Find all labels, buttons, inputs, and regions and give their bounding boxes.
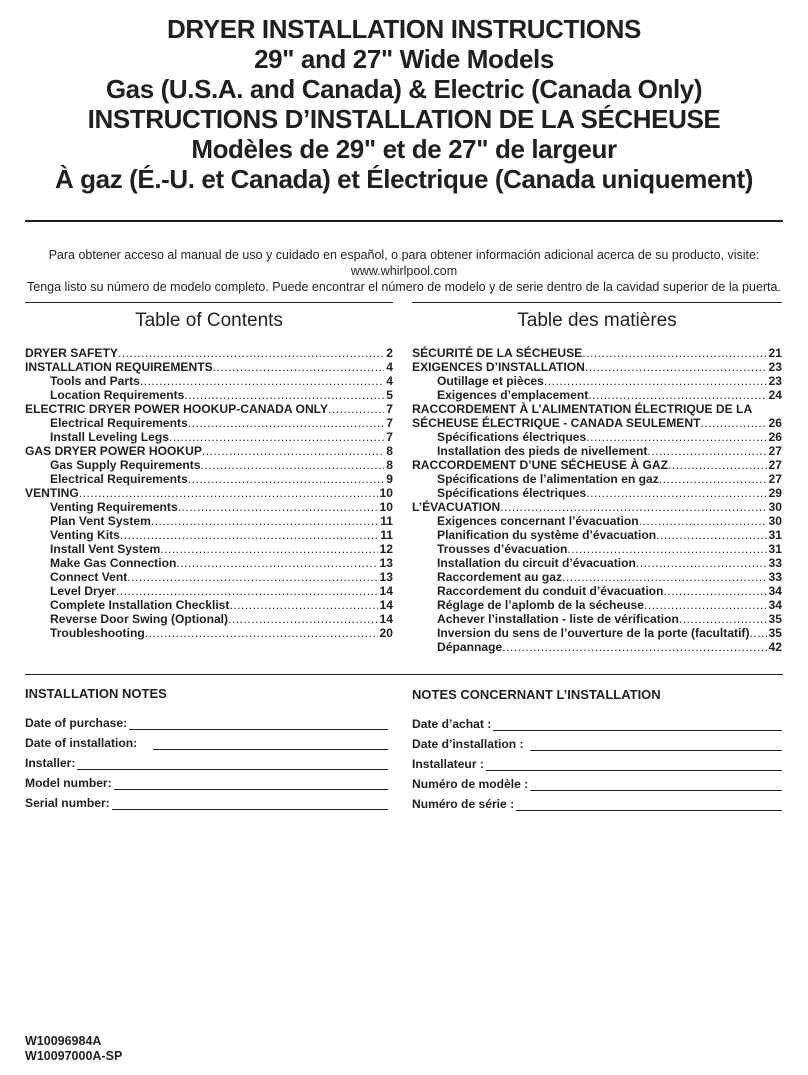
toc-entry-page: 14 bbox=[379, 584, 393, 598]
toc-entry-label: Raccordement au gaz bbox=[437, 570, 563, 584]
date-achat-field[interactable] bbox=[412, 711, 782, 731]
toc-entry-page: 10 bbox=[379, 500, 393, 514]
toc-entry-page: 8 bbox=[386, 458, 393, 472]
toc-entry-label: SÉCURITÉ DE LA SÉCHEUSE bbox=[412, 346, 583, 360]
toc-entry[interactable] bbox=[25, 444, 393, 458]
toc-entry-page: 4 bbox=[386, 374, 393, 388]
toc-entry-page: 29 bbox=[768, 486, 782, 500]
leader-dots bbox=[668, 458, 767, 472]
leader-dots bbox=[140, 374, 384, 388]
toc-entry-page: 8 bbox=[386, 444, 393, 458]
blank-line[interactable] bbox=[530, 778, 782, 791]
leader-dots bbox=[201, 458, 385, 472]
divider bbox=[412, 302, 782, 303]
leader-dots bbox=[151, 514, 378, 528]
leader-dots bbox=[79, 486, 378, 500]
toc-entry-page: 31 bbox=[768, 528, 782, 542]
toc-entry[interactable] bbox=[25, 430, 393, 444]
toc-entry[interactable] bbox=[25, 570, 393, 584]
blank-line[interactable] bbox=[77, 757, 388, 770]
toc-entry[interactable] bbox=[25, 584, 393, 598]
toc-entry-page: 23 bbox=[768, 374, 782, 388]
toc-entry-page: 14 bbox=[379, 598, 393, 612]
title-line: Gas (U.S.A. and Canada) & Electric (Canada Only) bbox=[105, 74, 703, 104]
toc-entry[interactable] bbox=[25, 416, 393, 430]
toc-entry-label: Planification du système d’évacuation bbox=[437, 528, 657, 542]
notes-fr-heading: NOTES CONCERNANT L’INSTALLATION bbox=[412, 687, 661, 702]
toc-entry-label: Trousses d’évacuation bbox=[437, 542, 568, 556]
toc-entry[interactable] bbox=[412, 388, 782, 402]
leader-dots bbox=[188, 472, 384, 486]
field-label: Date d’achat : bbox=[412, 717, 492, 731]
toc-entry-page: 5 bbox=[386, 388, 393, 402]
leader-dots bbox=[213, 360, 385, 374]
date-of-purchase-field[interactable] bbox=[25, 710, 388, 730]
leader-dots bbox=[644, 598, 767, 612]
toc-entry-page: 35 bbox=[768, 626, 782, 640]
toc-entry-label: DRYER SAFETY bbox=[25, 346, 118, 360]
leader-dots bbox=[567, 542, 766, 556]
field-label: Installer: bbox=[25, 756, 76, 770]
title-line: DRYER INSTALLATION INSTRUCTIONS bbox=[167, 14, 641, 44]
toc-entry-page: 11 bbox=[380, 528, 393, 542]
leader-dots bbox=[145, 626, 378, 640]
toc-entry[interactable] bbox=[412, 402, 782, 416]
toc-entry-label: Troubleshooting bbox=[50, 626, 145, 640]
leader-dots bbox=[588, 388, 766, 402]
toc-entry[interactable] bbox=[25, 486, 393, 500]
leader-dots bbox=[679, 612, 767, 626]
field-label: Serial number: bbox=[25, 796, 110, 810]
leader-dots bbox=[118, 346, 384, 360]
leader-dots bbox=[116, 584, 378, 598]
toc-entry-label: Connect Vent bbox=[50, 570, 128, 584]
toc-entry-page: 42 bbox=[768, 640, 782, 654]
field-label: Numéro de série : bbox=[412, 797, 515, 811]
toc-entry-page: 35 bbox=[768, 612, 782, 626]
numero-serie-field[interactable] bbox=[412, 791, 782, 811]
toc-entry-page: 12 bbox=[379, 542, 393, 556]
toc-entry[interactable] bbox=[412, 416, 782, 430]
blank-line[interactable] bbox=[486, 758, 782, 771]
toc-entry-page: 20 bbox=[379, 626, 393, 640]
toc-entry[interactable] bbox=[412, 612, 782, 626]
title-line: INSTRUCTIONS D’INSTALLATION DE LA SÉCHEUSE bbox=[87, 104, 721, 134]
toc-entry-label: Location Requirements bbox=[50, 388, 185, 402]
toc-entry[interactable] bbox=[25, 458, 393, 472]
part-number: W10096984A bbox=[25, 1034, 102, 1048]
toc-entry[interactable] bbox=[412, 584, 782, 598]
leader-dots bbox=[127, 570, 377, 584]
toc-entry[interactable] bbox=[25, 472, 393, 486]
toc-entry[interactable] bbox=[25, 542, 393, 556]
title-divider bbox=[25, 220, 783, 222]
leader-dots bbox=[229, 598, 377, 612]
toc-entry-page: 26 bbox=[768, 416, 782, 430]
toc-entry-page: 23 bbox=[768, 360, 782, 374]
field-label: Date of installation: bbox=[25, 736, 138, 750]
leader-dots bbox=[120, 528, 378, 542]
toc-en-heading: Table of Contents bbox=[135, 310, 283, 331]
title-line: À gaz (É.-U. et Canada) et Électrique (Canada uniquement) bbox=[54, 164, 754, 194]
toc-entry[interactable] bbox=[412, 626, 782, 640]
leader-dots bbox=[585, 360, 767, 374]
part-numbers bbox=[25, 1034, 122, 1064]
toc-entry[interactable] bbox=[412, 598, 782, 612]
toc-en-header bbox=[25, 302, 393, 333]
leader-dots bbox=[586, 486, 766, 500]
toc-entry[interactable] bbox=[412, 528, 782, 542]
toc-entry-page: 33 bbox=[768, 570, 782, 584]
toc-entry[interactable] bbox=[25, 346, 393, 360]
toc-entry[interactable] bbox=[25, 500, 393, 514]
model-number-field[interactable] bbox=[25, 770, 388, 790]
toc-entry-page: 13 bbox=[379, 556, 393, 570]
toc-entry-label: Réglage de l’aplomb de la sécheuse bbox=[437, 598, 645, 612]
toc-entry-page: 11 bbox=[380, 514, 393, 528]
blank-line[interactable] bbox=[516, 798, 782, 811]
leader-dots bbox=[228, 612, 377, 626]
toc-entry[interactable] bbox=[25, 528, 393, 542]
toc-entry[interactable] bbox=[412, 346, 782, 360]
blank-line[interactable] bbox=[114, 777, 388, 790]
leader-dots bbox=[647, 444, 766, 458]
toc-entry[interactable] bbox=[412, 472, 782, 486]
toc-entry-label: Dépannage bbox=[437, 640, 503, 654]
toc-entry-label: Reverse Door Swing (Optional) bbox=[50, 612, 229, 626]
toc-fr-header bbox=[412, 302, 782, 333]
leader-dots bbox=[169, 430, 384, 444]
toc-entry-page: 30 bbox=[768, 500, 782, 514]
toc-entry-page: 33 bbox=[768, 556, 782, 570]
toc-entry-label: Installation des pieds de nivellement bbox=[437, 444, 648, 458]
notice-line: Tenga listo su número de modelo completo. Puede encontrar el número de modelo y de serie dentro de la cavidad superior de la puerta. bbox=[27, 280, 781, 294]
leader-dots bbox=[636, 556, 767, 570]
title-line: Modèles de 29" et de 27" de largeur bbox=[191, 134, 617, 164]
leader-dots bbox=[663, 584, 766, 598]
toc-entry-label: Exigences d’emplacement bbox=[437, 388, 589, 402]
website-link[interactable]: www.whirlpool.com bbox=[350, 264, 458, 278]
field-label: Date d’installation : bbox=[412, 737, 524, 751]
installateur-field[interactable] bbox=[412, 751, 782, 771]
leader-dots bbox=[202, 444, 384, 458]
toc-entry[interactable] bbox=[412, 374, 782, 388]
toc-entry-label: Spécifications électriques bbox=[437, 430, 587, 444]
toc-entry-page: 27 bbox=[768, 458, 782, 472]
toc-entry-page: 34 bbox=[768, 584, 782, 598]
toc-entry[interactable] bbox=[412, 360, 782, 374]
blank-line[interactable] bbox=[153, 737, 388, 750]
toc-entry[interactable] bbox=[25, 612, 393, 626]
toc-entry-label: Spécifications électriques bbox=[437, 486, 587, 500]
toc-entry-label: ELECTRIC DRYER POWER HOOKUP-CANADA ONLY bbox=[25, 402, 329, 416]
leader-dots bbox=[544, 374, 767, 388]
toc-entry-page: 7 bbox=[386, 430, 393, 444]
toc-entry-page: 14 bbox=[379, 612, 393, 626]
leader-dots bbox=[328, 402, 384, 416]
toc-entry[interactable] bbox=[25, 388, 393, 402]
toc-entry[interactable] bbox=[412, 486, 782, 500]
toc-entry-label: Electrical Requirements bbox=[50, 472, 188, 486]
toc-entry[interactable] bbox=[412, 556, 782, 570]
leader-dots bbox=[582, 346, 766, 360]
toc-entry[interactable] bbox=[25, 598, 393, 612]
toc-entry-page: 9 bbox=[386, 472, 393, 486]
toc-entry-label: Gas Supply Requirements bbox=[50, 458, 201, 472]
leader-dots bbox=[749, 626, 766, 640]
date-of-installation-field[interactable] bbox=[25, 730, 388, 750]
toc-entry[interactable] bbox=[412, 458, 782, 472]
leader-dots bbox=[639, 514, 767, 528]
toc-fr bbox=[412, 346, 782, 654]
toc-entry-label: Level Dryer bbox=[50, 584, 116, 598]
spanish-notice bbox=[25, 247, 783, 295]
installation-notes-en bbox=[25, 686, 388, 810]
toc-entry[interactable] bbox=[25, 514, 393, 528]
serial-number-field[interactable] bbox=[25, 790, 388, 810]
toc-entry-label: Raccordement du conduit d’évacuation bbox=[437, 584, 664, 598]
toc-entry[interactable] bbox=[412, 430, 782, 444]
blank-line[interactable] bbox=[493, 718, 782, 731]
blank-line[interactable] bbox=[129, 717, 388, 730]
toc-entry-label: SÉCHEUSE ÉLECTRIQUE - CANADA SEULEMENT bbox=[412, 416, 701, 430]
toc-entry-page: 26 bbox=[768, 430, 782, 444]
toc-entry[interactable] bbox=[25, 556, 393, 570]
toc-entry-label: Spécifications de l’alimentation en gaz bbox=[437, 472, 659, 486]
toc-entry-label: VENTING bbox=[25, 486, 79, 500]
toc-entry-label: Installation du circuit d’évacuation bbox=[437, 556, 636, 570]
toc-entry[interactable] bbox=[412, 640, 782, 654]
numero-modele-field[interactable] bbox=[412, 771, 782, 791]
toc-entry[interactable] bbox=[25, 402, 393, 416]
part-number: W10097000A-SP bbox=[25, 1049, 123, 1063]
toc-entry[interactable] bbox=[25, 626, 393, 640]
leader-dots bbox=[178, 500, 378, 514]
toc-entry-page: 21 bbox=[768, 346, 782, 360]
notes-en-heading: INSTALLATION NOTES bbox=[25, 686, 167, 701]
toc-entry-label: EXIGENCES D’INSTALLATION bbox=[412, 360, 585, 374]
toc-entry-label: Electrical Requirements bbox=[50, 416, 188, 430]
field-label: Date of purchase: bbox=[25, 716, 128, 730]
toc-entry-page: 24 bbox=[768, 388, 782, 402]
toc-entry-page: 2 bbox=[386, 346, 393, 360]
toc-entry[interactable] bbox=[412, 542, 782, 556]
leader-dots bbox=[700, 416, 766, 430]
toc-entry-page: 34 bbox=[768, 598, 782, 612]
toc-entry[interactable] bbox=[412, 514, 782, 528]
field-label: Numéro de modèle : bbox=[412, 777, 529, 791]
toc-entry[interactable] bbox=[412, 570, 782, 584]
leader-dots bbox=[176, 556, 377, 570]
toc-entry-label: Make Gas Connection bbox=[50, 556, 177, 570]
toc-entry-label: Venting Kits bbox=[50, 528, 120, 542]
leader-dots bbox=[502, 640, 766, 654]
toc-entry-page: 7 bbox=[386, 416, 393, 430]
leader-dots bbox=[184, 388, 384, 402]
toc-entry-page: 13 bbox=[379, 570, 393, 584]
toc-entry-label: Install Leveling Legs bbox=[50, 430, 169, 444]
toc-entry-page: 7 bbox=[386, 402, 393, 416]
toc-entry-page: 30 bbox=[768, 514, 782, 528]
leader-dots bbox=[500, 500, 766, 514]
leader-dots bbox=[659, 472, 767, 486]
toc-entry-label: Plan Vent System bbox=[50, 514, 151, 528]
toc-entry-label: L’ÉVACUATION bbox=[412, 500, 501, 514]
installation-notes-fr bbox=[412, 687, 782, 811]
blank-line[interactable] bbox=[112, 797, 388, 810]
notes-divider bbox=[25, 674, 783, 675]
toc-entry-label: Complete Installation Checklist bbox=[50, 598, 230, 612]
toc-entry-label: Achever l’installation - liste de vérification bbox=[437, 612, 679, 626]
blank-line[interactable] bbox=[530, 738, 782, 751]
toc-entry[interactable] bbox=[412, 500, 782, 514]
toc-entry-page: 4 bbox=[386, 360, 393, 374]
toc-entry-label: RACCORDEMENT À L’ALIMENTATION ÉLECTRIQUE DE LA bbox=[412, 402, 753, 416]
leader-dots bbox=[656, 528, 766, 542]
leader-dots bbox=[586, 430, 766, 444]
leader-dots bbox=[160, 542, 377, 556]
toc-entry[interactable] bbox=[25, 374, 393, 388]
leader-dots bbox=[188, 416, 384, 430]
toc-entry-label: Inversion du sens de l’ouverture de la porte (facultatif) bbox=[437, 626, 750, 640]
toc-entry[interactable] bbox=[412, 444, 782, 458]
toc-entry-label: Install Vent System bbox=[50, 542, 161, 556]
field-label: Model number: bbox=[25, 776, 112, 790]
document-title bbox=[20, 14, 788, 194]
toc-entry-page: 27 bbox=[768, 472, 782, 486]
notice-line: Para obtener acceso al manual de uso y cuidado en español, o para obtener información adicional acerca de su producto, visite: bbox=[48, 248, 760, 262]
leader-dots bbox=[562, 570, 767, 584]
toc-entry-page: 31 bbox=[768, 542, 782, 556]
toc-entry[interactable] bbox=[25, 360, 393, 374]
toc-entry-label: Exigences concernant l’évacuation bbox=[437, 514, 639, 528]
toc-entry-label: INSTALLATION REQUIREMENTS bbox=[25, 360, 213, 374]
toc-entry-label: Venting Requirements bbox=[50, 500, 178, 514]
field-label: Installateur : bbox=[412, 757, 484, 771]
installer-field[interactable] bbox=[25, 750, 388, 770]
toc-en bbox=[25, 346, 393, 640]
toc-entry-label: GAS DRYER POWER HOOKUP bbox=[25, 444, 202, 458]
toc-entry-label: RACCORDEMENT D’UNE SÉCHEUSE À GAZ bbox=[412, 458, 669, 472]
toc-fr-heading: Table des matières bbox=[517, 310, 677, 331]
title-line: 29" and 27" Wide Models bbox=[254, 44, 554, 74]
toc-entry-label: Outillage et pièces bbox=[437, 374, 544, 388]
date-installation-field[interactable] bbox=[412, 731, 782, 751]
toc-entry-page: 10 bbox=[379, 486, 393, 500]
toc-entry-page: 27 bbox=[768, 444, 782, 458]
divider bbox=[25, 302, 393, 303]
toc-entry-label: Tools and Parts bbox=[50, 374, 140, 388]
